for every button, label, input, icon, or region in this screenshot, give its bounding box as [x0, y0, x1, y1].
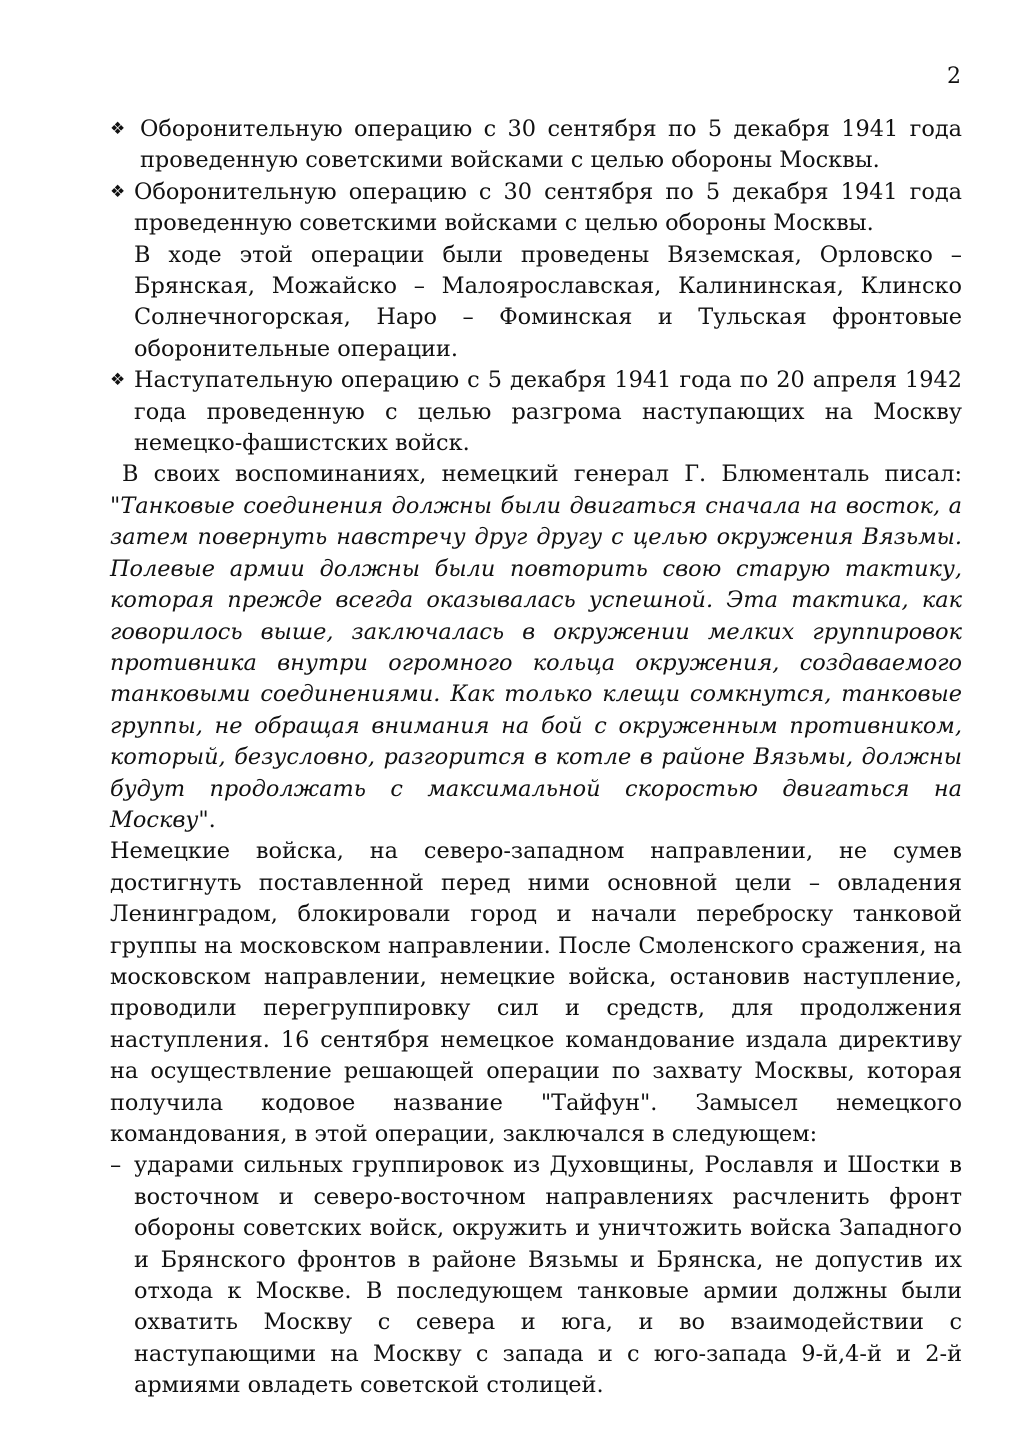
diamond-bullet-icon: ❖: [110, 119, 126, 139]
bullet-text: Оборонительную операцию с 30 сентября по 5 декабря 1941 года проведенную советскими войсками с целью обороны Москвы.: [140, 116, 962, 174]
quote-text: Танковые соединения должны были двигаться сначала на восток, а затем повернуть навстречу друг другу с целью окружения Вязьмы. Полевые армии должны были повторить свою старую тактику, которая прежде всегда оказывалась успешной. Эта тактика, как говорилось выше, заключалась в окружении мелких группировок противника внутри огромного кольца окружения, создаваемого танковыми соединениями. Как только клещи сомкнутся, танковые группы, не обращая внимания на бой с окруженным противником, который, безусловно, разгорится в котле в районе Вязьмы, должны будут продолжать с максимальной скоростью двигаться на Москву: [110, 492, 962, 833]
body-paragraph: Немецкие войска, на северо-западном направлении, не сумев достигнуть поставленной перед ними основной цели – овладения Ленинградом, блокировали город и начали переброску танковой группы на московском направлении. После Смоленского сражения, на московском направлении, немецкие войска, остановив наступление, проводили перегруппировку сил и средств, для продолжения наступления. 16 сентября немецкое командование издала директиву на осуществление решающей операции по захвату Москвы, которая получила кодовое название "Тайфун". Замысел немецкого командования, в этой операции, заключался в следующем:: [110, 838, 962, 1147]
quote-intro: В своих воспоминаниях, немецкий генерал Г. Блюменталь писал: ": [110, 461, 962, 519]
bullet-item-3: [110, 365, 962, 459]
diamond-bullet-icon: ❖: [110, 370, 126, 391]
diamond-bullet-icon: ❖: [110, 181, 126, 202]
page-number: 2: [947, 64, 961, 89]
document-body: [110, 114, 962, 1402]
bullet-extra-text: В ходе этой операции были проведены Вяземская, Орловско – Брянская, Можайско – Малоярославская, Калининская, Клинско Солнечногорская, Наро – Фоминская и Тульская фронтовые оборонительные операции.: [134, 241, 962, 362]
bullet-item-1: [110, 114, 962, 177]
quote-paragraph: [110, 459, 962, 836]
dash-bullet-icon: –: [110, 1152, 122, 1179]
dash-item-text: ударами сильных группировок из Духовщины, Рославля и Шостки в восточном и северо-восточном направлениях расчленить фронт обороны советских войск, окружить и уничтожить войска Западного и Брянского фронтов в районе Вязьмы и Брянска, не допустив их отхода к Москве. В последующем танковые армии должны были охватить Москву с севера и юга, и во взаимодействии с наступающими на Москву с запада и с юго-запада 9-й,4-й и 2-й армиями овладеть советской столицей.: [134, 1152, 962, 1399]
bullet-text: Оборонительную операцию с 30 сентября по 5 декабря 1941 года проведенную советскими войсками с целью обороны Москвы.: [134, 178, 962, 237]
dash-list-item: [110, 1150, 962, 1401]
bullet-text: Наступательную операцию с 5 декабря 1941 года по 20 апреля 1942 года проведенную с целью разгрома наступающих на Москву немецко-фашистских войск.: [134, 367, 962, 457]
bullet-item-2: [110, 177, 962, 365]
quote-outro: ".: [198, 806, 216, 833]
